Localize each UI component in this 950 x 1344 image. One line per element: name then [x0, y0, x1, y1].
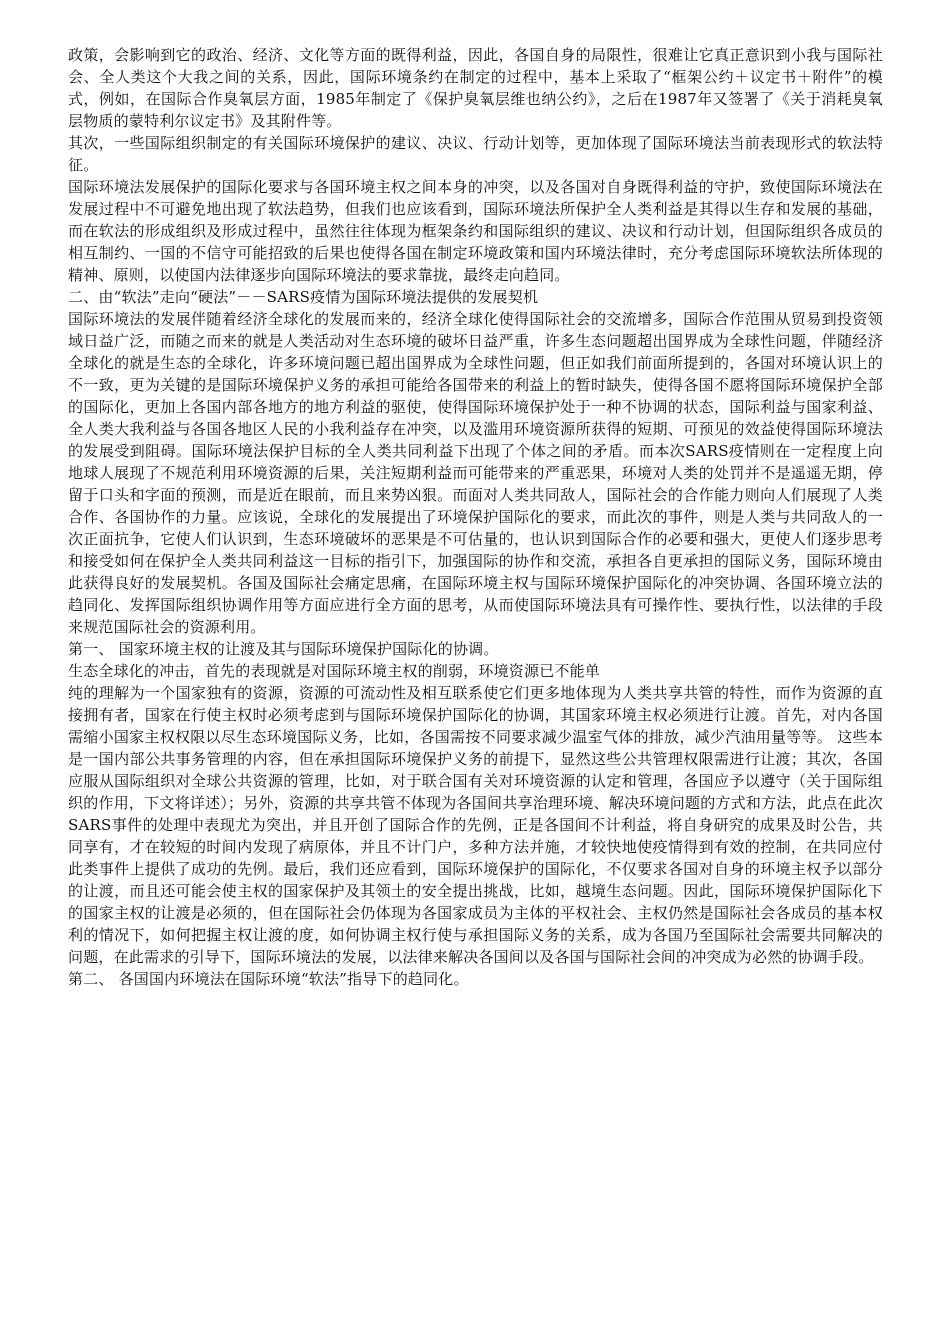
paragraph-sovereignty-intro: 生态全球化的冲击，首先的表现就是对国际环境主权的削弱，环境资源已不能单: [68, 662, 601, 680]
paragraph-sovereignty-transfer: 纯的理解为一个国家独有的资源，资源的可流动性及相互联系使它们更多地体现为人类共享共管的特性，而作为资源的直接拥有者，国家在行使主权时必须考虑到与国际环境保护国际化的协调，其国家环境主权必须进行让渡。首先，对内各国需缩小国家主权权限以尽生态环境国际义务，比如，各国需按不同要求减少温室气体的排放，减少汽油用量等等。 这些本是一国内部公共事务管理的内容，但在承担国际环境保护义务的前提下，显然这些公共管理权限需进行让渡；其次，各国应服从国际组织对全球公共资源的管理，比如，对于联合国有关对环境资源的认定和管理，各国应予以遵守（关于国际组织的作用，下文将详述）；另外，资源的共享共管不体现为各国间共享治理环境、解决环境问题的方式和方法，此点在此次SARS事件的处理中表现尤为突出，并且开创了国际合作的先例，正是各国间不计利益，将自身研究的成果及时公告，共同享有，才在较短的时间内发现了病原体，并且不计门户，多种方法并施，才较快地使疫情得到有效的控制，在共同应付此类事件上提供了成功的先例。最后，我们还应看到，国际环境保护的国际化，不仅要求各国对自身的环境主权予以部分的让渡，而且还可能会使主权的国家保护及其领土的安全提出挑战，比如，越境生态问题。因此，国际环境保护国际化下的国家主权的让渡是必须的，但在国际社会仍体现为各国家成员为主体的平权社会、主权仍然是国际社会各成员的基本权利的情况下，如何把握主权让渡的度，如何协调主权行使与承担国际义务的关系，成为各国乃至国际社会需要共同解决的问题，在此需求的引导下，国际环境法的发展，以法律来解决各国间以及各国与国际社会间的冲突成为必然的协调手段。: [68, 684, 883, 966]
paragraph-ozone-framework: 政策，会影响到它的政治、经济、文化等方面的既得利益，因此，各国自身的局限性，很难让它真正意识到小我与国际社会、全人类这个大我之间的关系，因此，国际环境条约在制定的过程中，基本上采取了“框架公约＋议定书＋附件”的模式，例如，在国际合作臭氧层方面，1985年制定了《保护臭氧层维也纳公约》，之后在1987年又签署了《关于消耗臭氧层物质的蒙特利尔议定书》及其附件等。: [68, 46, 883, 130]
subheading-second: 第二、 各国国内环境法在国际环境“软法”指导下的趋同化。: [68, 970, 469, 988]
document-page: [68, 44, 883, 990]
paragraph-soft-law-trend: 国际环境法发展保护的国际化要求与各国环境主权之间本身的冲突，以及各国对自身既得利益的守护，致使国际环境法在发展过程中不可避免地出现了软法趋势，但我们也应该看到，国际环境法所保护全人类利益是其得以生存和发展的基础，而在软法的形成组织及形成过程中，虽然往往体现为框架条约和国际组织的建议、决议和行动计划，但国际组织各成员的相互制约、一国的不信守可能招致的后果也使得各国在制定环境政策和国内环境法律时，充分考虑国际环境软法所体现的精神、原则，以使国内法律逐步向国际环境法的要求靠拢，最终走向趋同。: [68, 178, 883, 284]
section-heading-two: 二、由“软法”走向“硬法”－－SARS疫情为国际环境法提供的发展契机: [68, 288, 539, 306]
paragraph-soft-law-features: 其次，一些国际组织制定的有关国际环境保护的建议、决议、行动计划等，更加体现了国际环境法当前表现形式的软法特征。: [68, 134, 883, 174]
paragraph-sars-opportunity: 国际环境法的发展伴随着经济全球化的发展而来的，经济全球化使得国际社会的交流增多，国际合作范围从贸易到投资领域日益广泛，而随之而来的就是人类活动对生态环境的破坏日益严重，许多生态问题超出国界成为全球性问题，伴随经济全球化的就是生态的全球化，许多环境问题已超出国界成为全球性问题，但正如我们前面所提到的，各国对环境认识上的不一致，更为关键的是国际环境保护义务的承担可能给各国带来的利益上的暂时缺失，使得各国不愿将国际环境保护全部的国际化，更加上各国内部各地方的地方利益的驱使，使得国际环境保护处于一种不协调的状态，国际利益与国家利益、全人类大我利益与各国各地区人民的小我利益存在冲突，以及滥用环境资源所获得的短期、可预见的效益使得国际环境法的发展受到阻碍。国际环境法保护目标的全人类共同利益下出现了个体之间的矛盾。而本次SARS疫情则在一定程度上向地球人展现了不规范利用环境资源的后果，关注短期利益而可能带来的严重恶果，环境对人类的处罚并不是遥遥无期，停留于口头和字面的预测，而是近在眼前，而且来势凶狠。而面对人类共同敌人，国际社会的合作能力则向人们展现了人类合作、各国协作的力量。应该说，全球化的发展提出了环境保护国际化的要求，而此次的事件，则是人类与共同敌人的一次正面抗争，它使人们认识到，生态环境破坏的恶果是不可估量的，也认识到国际合作的必要和强大，更使人们逐步思考和接受如何在保护全人类共同利益这一目标的指引下，加强国际的协作和交流，承担各自更承担的国际义务，国际环境由此获得良好的发展契机。各国及国际社会痛定思痛，在国际环境主权与国际环境保护国际化的冲突协调、各国环境立法的趋同化、发挥国际组织协调作用等方面应进行全方面的思考，从而使国际环境法具有可操作性、要执行性，以法律的手段来规范国际社会的资源利用。: [68, 310, 883, 636]
subheading-first: 第一、 国家环境主权的让渡及其与国际环境保护国际化的协调。: [68, 640, 499, 658]
